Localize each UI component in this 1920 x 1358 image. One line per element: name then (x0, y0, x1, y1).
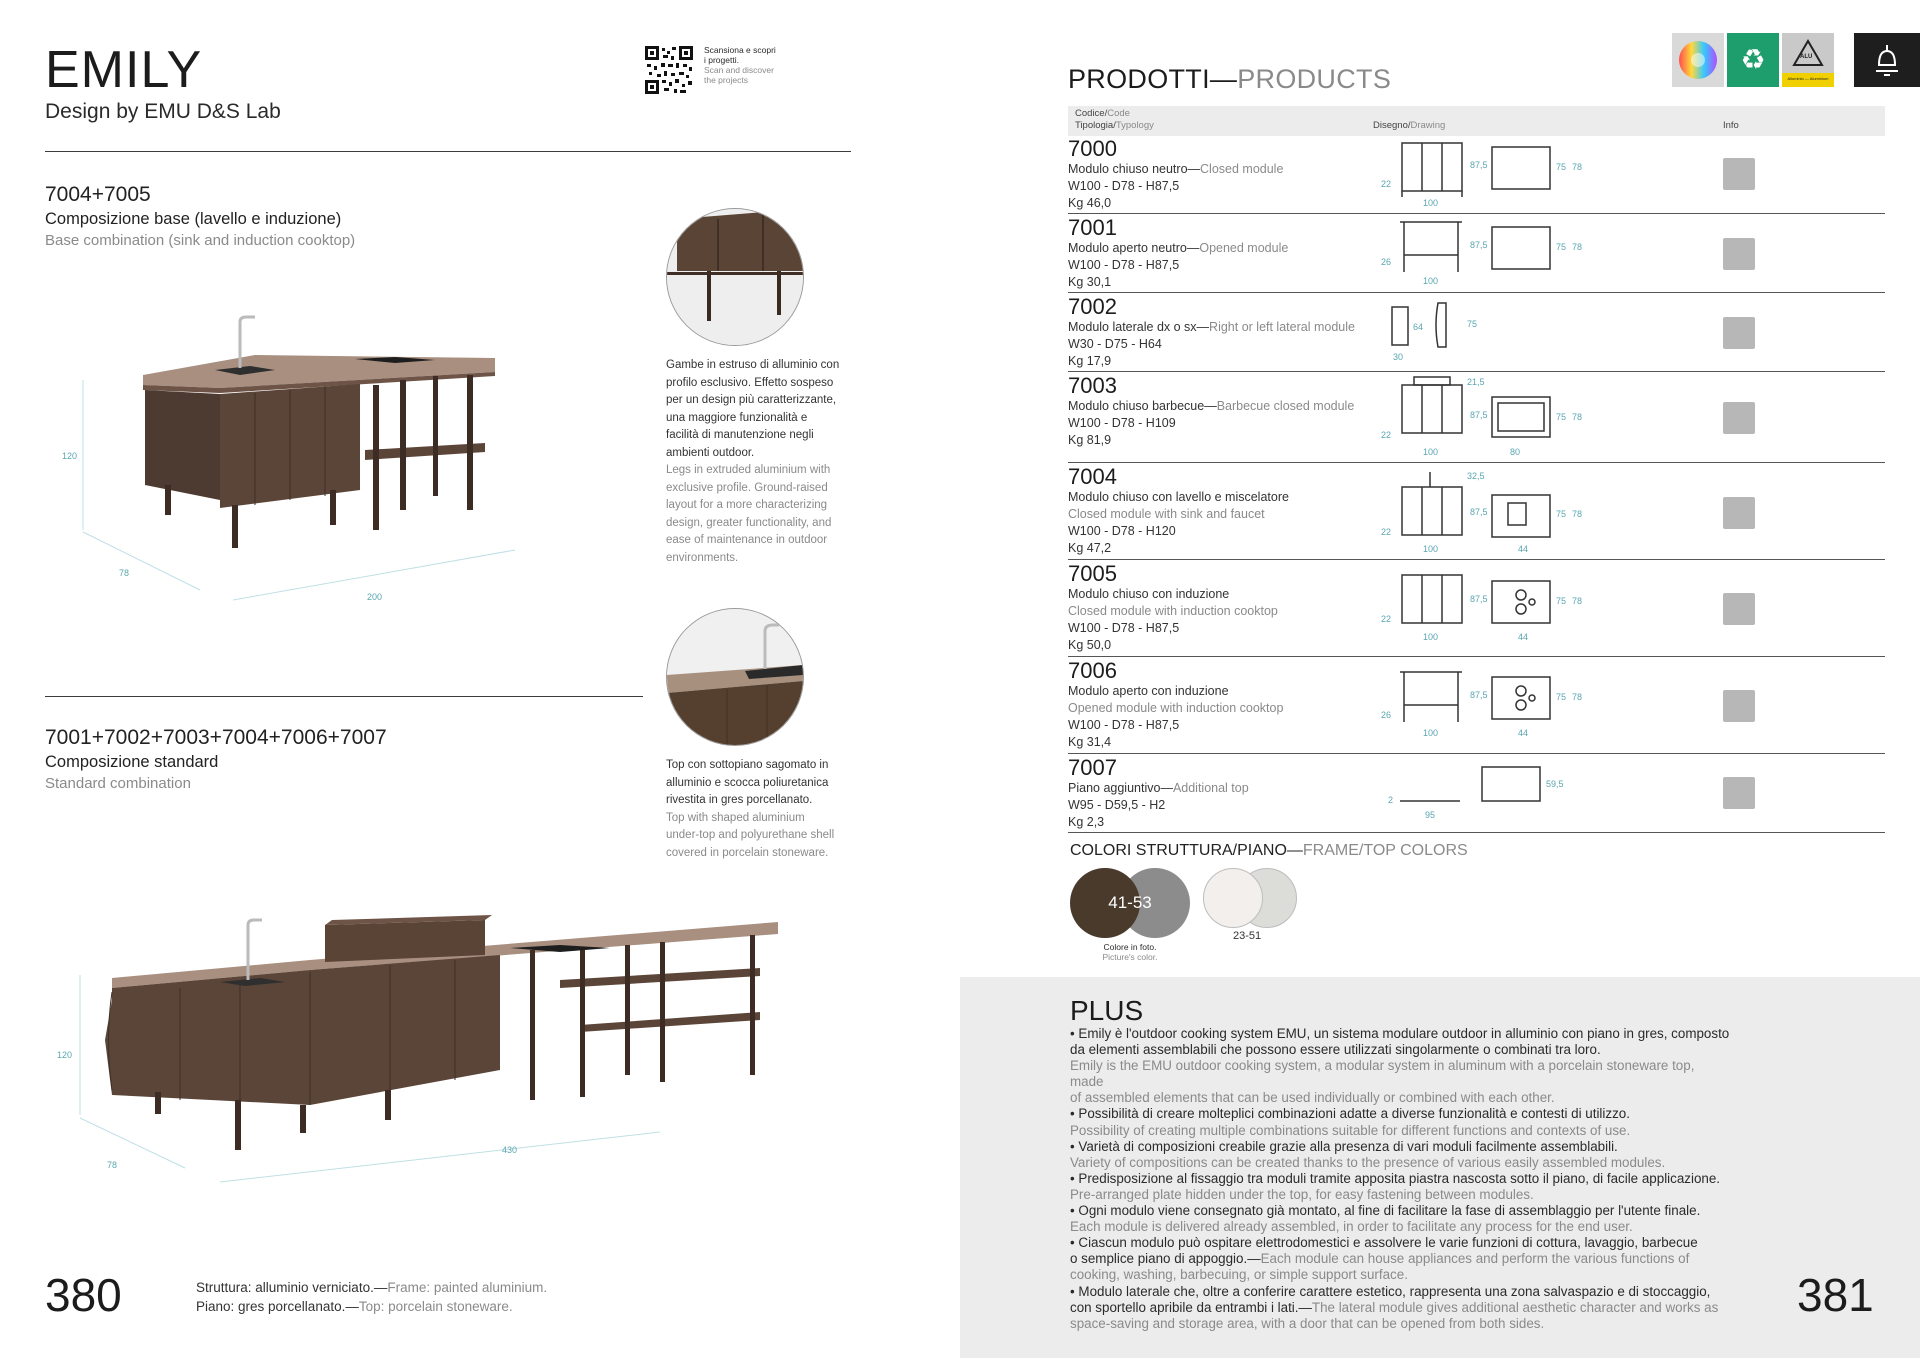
dim-label: 44 (1518, 544, 1529, 554)
outdoor-care-icon[interactable] (1723, 497, 1755, 529)
color-swatch-23-51[interactable] (1203, 868, 1295, 926)
dim-label: 75 (1556, 596, 1567, 606)
dim-label: 21,5 (1467, 377, 1485, 387)
dim-label: 75 (1556, 509, 1567, 519)
dim-label: 44 (1518, 632, 1529, 642)
table-row: 7004 Modulo chiuso con lavello e miscelatore Closed module with sink and faucet W100 - D78 - H120 Kg 47,2 (1068, 464, 1289, 555)
plus-title: PLUS (1070, 995, 1144, 1026)
outdoor-care-icon[interactable] (1723, 238, 1755, 270)
svg-text:♻: ♻ (1740, 43, 1766, 76)
legs-detail-image (666, 208, 804, 346)
section-divider (45, 696, 643, 697)
col-code-header: Codice/Code (1075, 108, 1130, 119)
materials-footer: Struttura: alluminio verniciato.—Frame: painted aluminium. Piano: gres porcellanato.—Top: porcelain stoneware. (196, 1280, 548, 1314)
dim-label: 22 (1381, 614, 1392, 624)
composition-base: 7004+7005 Composizione base (lavello e induzione) Base combination (sink and induction cooktop) (45, 183, 356, 249)
dim-label: 59,5 (1546, 779, 1564, 789)
dim-label: 87,5 (1470, 507, 1488, 517)
dim-label: 87,5 (1470, 690, 1488, 700)
colors-title: COLORI STRUTTURA/PIANO—FRAME/TOP COLORS (1070, 842, 1468, 859)
dim-label: 78 (1572, 596, 1583, 606)
dim-label: 78 (1572, 692, 1583, 702)
top-detail-image (666, 608, 804, 746)
color-swatch-41-53[interactable]: 41-53 (1070, 868, 1188, 938)
table-row: 7007 Piano aggiuntivo—Additional top W95 - D59,5 - H2 Kg 2,3 (1068, 755, 1249, 829)
dim-label: 75 (1467, 319, 1478, 329)
dim-label: 100 (1423, 728, 1439, 738)
dim-width-1: 200 (367, 592, 383, 602)
outdoor-care-icon[interactable] (1723, 158, 1755, 190)
dim-height-1: 120 (62, 451, 78, 461)
color-wheel-icon (1672, 33, 1724, 87)
top-note: Top con sottopiano sagomato in alluminio e scocca poliuretanica rivestita in gres porcellanato. Top with shaped aluminium under-top and polyurethane shell covered in porcelain stoneware. (666, 759, 835, 859)
dim-label: 75 (1556, 412, 1567, 422)
dim-label: 44 (1518, 728, 1529, 738)
table-row: 7003 Modulo chiuso barbecue—Barbecue closed module W100 - D78 - H109 Kg 81,9 (1068, 373, 1355, 447)
dim-label: 64 (1413, 322, 1424, 332)
dim-label: 78 (1572, 162, 1583, 172)
designer-credit: Design by EMU D&S Lab (45, 100, 281, 123)
dim-label: 75 (1556, 242, 1567, 252)
dim-label: 87,5 (1470, 240, 1488, 250)
swatch-note: Colore in foto. Picture's color. (1102, 942, 1158, 962)
outdoor-care-icon[interactable] (1723, 777, 1755, 809)
qr-caption: Scansiona e scopri i progetti. Scan and discover the projects (704, 45, 776, 85)
dim-label: 80 (1510, 447, 1521, 457)
products-title: PRODOTTI—PRODUCTS (1068, 64, 1392, 94)
outdoor-care-icon[interactable] (1723, 593, 1755, 625)
aluminium-recycling-icon: ALU Alluminio — Aluminium (1782, 33, 1834, 87)
dim-label: 75 (1556, 162, 1567, 172)
dim-label: 2 (1388, 795, 1394, 805)
dim-label: 100 (1423, 447, 1439, 457)
col-drawing-header: Disegno/Drawing (1373, 120, 1446, 131)
dim-label: 100 (1423, 276, 1439, 286)
table-row: 7000 Modulo chiuso neutro—Closed module W100 - D78 - H87,5 Kg 46,0 (1068, 136, 1284, 210)
legs-note: Gambe in estruso di alluminio con profilo esclusivo. Effetto sospeso per un design più caratterizzante, una maggiore funzionalità e facilità di manutenzione negli ambienti outdoor. Legs in extruded aluminium with exclusive profile. Ground-raised layout for a more characterizing design, greater functionality, and ease of maintenance in outdoor environments. (666, 359, 840, 564)
dim-height-2: 120 (57, 1050, 73, 1060)
col-typology-header: Tipologia/Typology (1075, 120, 1154, 131)
dim-width-2: 430 (502, 1145, 518, 1155)
dim-label: 22 (1381, 179, 1392, 189)
dim-label: 26 (1381, 710, 1392, 720)
dim-label: 78 (1572, 242, 1583, 252)
base-combination-illustration (55, 300, 525, 610)
table-header (1068, 106, 1885, 136)
outdoor-care-icon[interactable] (1723, 402, 1755, 434)
dim-label: 30 (1393, 352, 1404, 362)
dim-label: 100 (1423, 544, 1439, 554)
swatch-label: 23-51 (1233, 930, 1262, 942)
table-row: 7005 Modulo chiuso con induzione Closed module with induction cooktop W100 - D78 - H87,5 Kg 50,0 (1068, 561, 1278, 652)
dim-label: 87,5 (1470, 594, 1488, 604)
dim-depth-2: 78 (107, 1160, 118, 1170)
dim-label: 78 (1572, 509, 1583, 519)
page-number-right: 381 (1797, 1269, 1874, 1321)
table-row: 7006 Modulo aperto con induzione Opened module with induction cooktop W100 - D78 - H87,5 Kg 31,4 (1068, 658, 1284, 749)
dim-label: 87,5 (1470, 410, 1488, 420)
dim-label: 95 (1425, 810, 1436, 820)
dim-label: 26 (1381, 257, 1392, 267)
standard-combination-illustration (60, 900, 790, 1200)
dim-label: 78 (1572, 412, 1583, 422)
lamp-icon (1854, 33, 1920, 87)
dim-label: 87,5 (1470, 160, 1488, 170)
plus-list: • Emily è l'outdoor cooking system EMU, un sistema modulare outdoor in alluminio con piano in gres, composto da elementi assemblabili che possono essere utilizzati singolarmente o combinati tra loro. Emily is the EMU outdoor cooking system, a modular system in aluminum with a porcelain stoneware top, made of assembled elements that can be used individually or combined with each other. • Possibilità di creare molteplici combinazioni adatte a diverse funzionalità e contesti di utilizzo. Possibility of creating multiple combinations suitable for different functions and contexts of use. • Varietà di composizioni creabile grazie alla presenza di vari moduli facilmente assemblabili. Variety of compositions can be created thanks to the presence of various easily assembled modules. • Predisposizione al fissaggio tra moduli tramite apposita piastra nascosta sotto il piano, di facile applicazione. Pre-arranged plate hidden under the top, for easy fastening between modules. • Ogni modulo viene consegnato già montato, al fine di facilitare la fase di assemblaggio per l'utente finale. Each module is delivered already assembled, in order to facilitate any process for the end user. • Ciascun modulo può ospitare elettrodomestici e assolvere le varie funzioni di cottura, lavaggio, barbecue o semplice piano di appoggio.—Each module can house appliances and perform the various functions of cooking, washing, barbecuing, or simple support surface. • Modulo laterale che, oltre a conferire carattere estetico, rappresenta una zona salvaspazio e di stoccaggio, con sportello apribile da entrambi i lati.—The lateral module gives additional aesthetic character and works as space-saving and storage area, with a door that can be opened from both sides. (1070, 1026, 1730, 1331)
dim-label: 75 (1556, 692, 1567, 702)
outdoor-care-icon[interactable] (1723, 690, 1755, 722)
header-divider (45, 151, 851, 152)
dim-depth-1: 78 (119, 568, 130, 578)
table-row: 7001 Modulo aperto neutro—Opened module W100 - D78 - H87,5 Kg 30,1 (1068, 215, 1289, 289)
page-number-left: 380 (45, 1269, 122, 1321)
page-title: EMILY (45, 41, 203, 99)
dim-label: 100 (1423, 198, 1439, 208)
dim-label: 22 (1381, 527, 1392, 537)
col-info-header: Info (1723, 120, 1739, 131)
outdoor-care-icon[interactable] (1723, 317, 1755, 349)
dim-label: 100 (1423, 632, 1439, 642)
dim-label: 22 (1381, 430, 1392, 440)
qr-code[interactable] (645, 46, 693, 94)
table-row: 7002 Modulo laterale dx o sx—Right or left lateral module W30 - D75 - H64 Kg 17,9 (1068, 294, 1355, 368)
composition-standard: 7001+7002+7003+7004+7006+7007 Composizione standard Standard combination (45, 726, 387, 792)
recycle-icon (1727, 33, 1779, 87)
dim-label: 32,5 (1467, 471, 1485, 481)
